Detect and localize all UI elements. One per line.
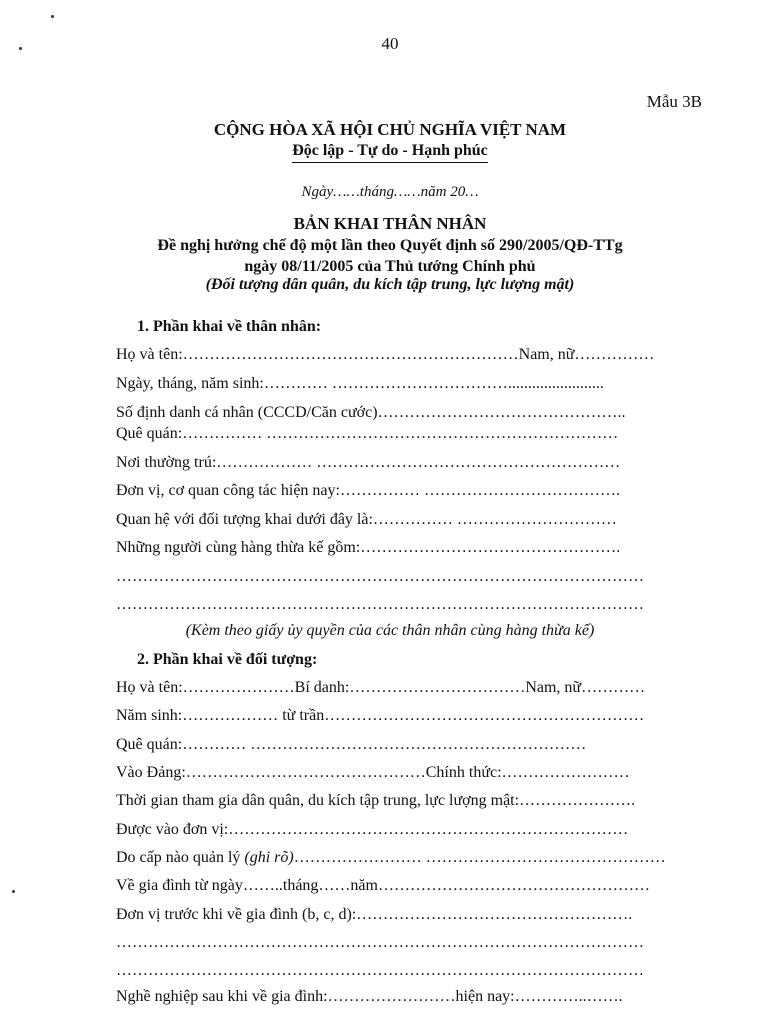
subject-name-field: Họ và tên:…………………Bí danh:……………………………Nam, nữ………… xyxy=(116,679,646,696)
page-number: 40 xyxy=(381,34,399,53)
relative-id-field: Số định danh cá nhân (CCCD/Căn cước)……………………………………….. xyxy=(116,404,626,421)
relative-name-field: Họ và tên:………………………………………………………Nam, nữ…………… xyxy=(116,346,655,363)
unit-joined-field: Được vào đơn vị:………………………………………………………………… xyxy=(116,821,629,838)
relative-residence-field: Nơi thường trú:……………… ………………………………………………… xyxy=(116,454,621,471)
prior-unit-field: Đơn vị trước khi về gia đình (b, c, d):……………………………………………. xyxy=(116,906,633,923)
nation-heading: CỘNG HÒA XÃ HỘI CHỦ NGHĨA VIỆT NAM xyxy=(213,120,567,139)
heirs-field: Những người cùng hàng thừa kế gồm:…………………………………………. xyxy=(116,539,621,556)
scan-speck xyxy=(12,890,15,893)
occupation-field: Nghề nghiệp sau khi về gia đình:……………………hiện nay:…………..……. xyxy=(116,988,623,1005)
document-subtitle xyxy=(0,235,780,277)
authorization-note: (Kèm theo giấy ủy quyền của các thân nhân cùng hàng thừa kế) xyxy=(185,622,595,639)
managing-level-label: Do cấp nào quản lý xyxy=(116,849,245,866)
document-title: BẢN KHAI THÂN NHÂN xyxy=(293,214,487,233)
heirs-continuation-line: ……………………………………………………………………………………… xyxy=(116,596,644,613)
subtitle-line-1: Đề nghị hưởng chế độ một lần theo Quyết định số 290/2005/QĐ-TTg xyxy=(157,237,623,254)
managing-level-dots: …………………… ……………………………………… xyxy=(293,849,666,866)
form-code: Mẫu 3B xyxy=(646,92,702,111)
subtitle-line-2: ngày 08/11/2005 của Thủ tướng Chính phủ xyxy=(244,258,536,275)
motto-text: Độc lập - Tự do - Hạnh phúc xyxy=(292,142,488,163)
managing-level-field xyxy=(116,849,706,867)
relative-hometown-field: Quê quán:…………… ………………………………………………………… xyxy=(116,425,619,442)
section2-heading: 2. Phần khai về đối tượng: xyxy=(137,651,318,668)
prior-unit-continuation-line: ……………………………………………………………………………………… xyxy=(116,934,644,951)
scan-speck xyxy=(51,15,54,18)
motto xyxy=(0,142,780,163)
relative-workplace-field: Đơn vị, cơ quan công tác hiện nay:…………… ………………………………. xyxy=(116,482,620,499)
subject-birth-death-field: Năm sinh:……………… từ trần…………………………………………………… xyxy=(116,707,645,724)
service-period-field: Thời gian tham gia dân quân, du kích tập trung, lực lượng mật:…………………. xyxy=(116,792,636,809)
heirs-continuation-line: ……………………………………………………………………………………… xyxy=(116,568,644,585)
date-line: Ngày……tháng……năm 20… xyxy=(301,184,479,200)
party-membership-field: Vào Đảng:………………………………………Chính thức:…………………… xyxy=(116,764,630,781)
subject-hometown-field: Quê quán:………… ……………………………………………………… xyxy=(116,736,587,753)
target-note: (Đối tượng dân quân, du kích tập trung, lực lượng mật) xyxy=(205,276,575,293)
relative-dob-field: Ngày, tháng, năm sinh:………… ……………………………........................ xyxy=(116,375,604,392)
prior-unit-continuation-line: ……………………………………………………………………………………… xyxy=(116,962,644,979)
section1-heading: 1. Phần khai về thân nhân: xyxy=(137,318,322,335)
return-date-field: Về gia đình từ ngày……..tháng……năm…………………………………………… xyxy=(116,877,650,894)
relationship-field: Quan hệ với đối tượng khai dưới đây là:…………… ………………………… xyxy=(116,511,617,528)
managing-level-hint: (ghi rõ) xyxy=(244,849,294,866)
